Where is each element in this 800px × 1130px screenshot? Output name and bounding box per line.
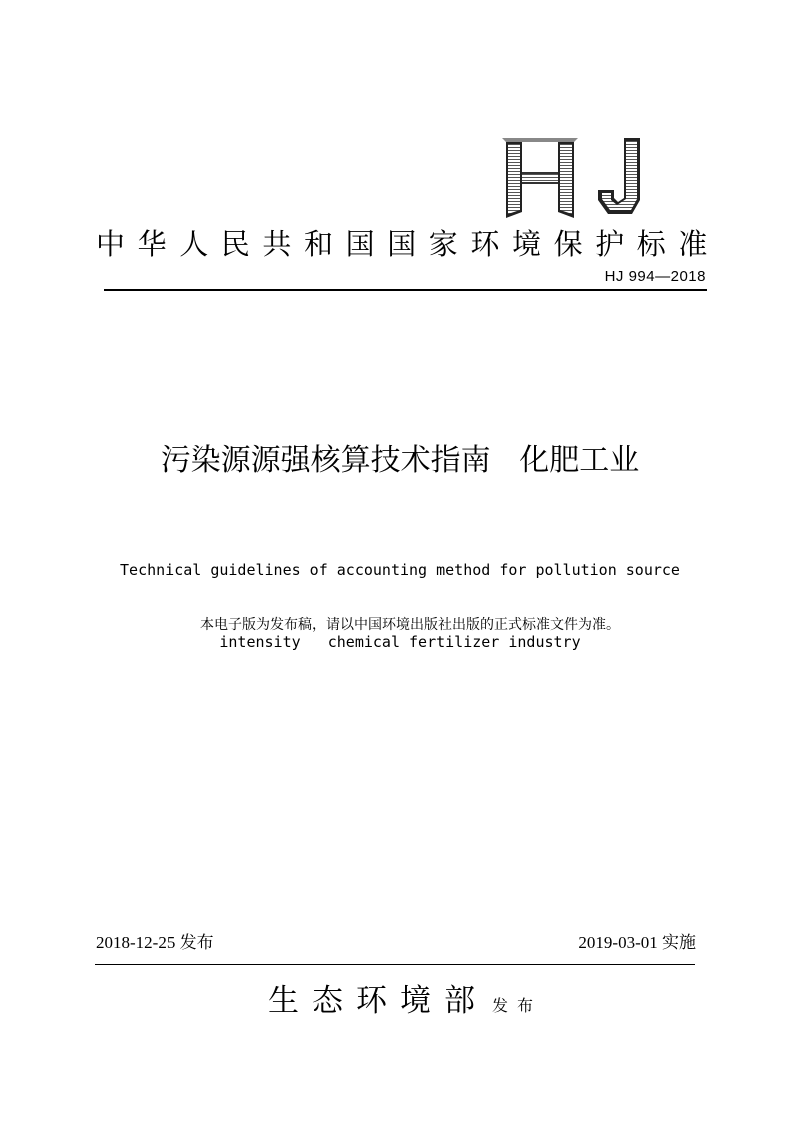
- publisher-release-word: 发布: [492, 996, 543, 1015]
- electronic-version-note: 本电子版为发布稿，请以中国环境出版社出版的正式标准文件为准。: [200, 617, 620, 633]
- top-divider: [104, 289, 707, 291]
- bottom-divider: [95, 964, 695, 965]
- standard-number: HJ 994—2018: [604, 268, 706, 285]
- hj-logo: [500, 128, 652, 220]
- english-title-line-2: intensity chemical fertilizer industry: [219, 633, 581, 651]
- english-title: [0, 510, 800, 678]
- release-date: 2018-12-25 发布: [96, 933, 214, 952]
- english-title-line-1: Technical guidelines of accounting method for pollution source: [120, 561, 680, 579]
- publisher: [268, 975, 542, 1020]
- chinese-title: 污染源源强核算技术指南 化肥工业: [160, 443, 640, 478]
- issuer-title: 中华人民共和国国家环境保护标准: [96, 227, 721, 261]
- implementation-date: 2019-03-01 实施: [578, 933, 696, 952]
- publisher-organization: 生态环境部: [268, 983, 488, 1019]
